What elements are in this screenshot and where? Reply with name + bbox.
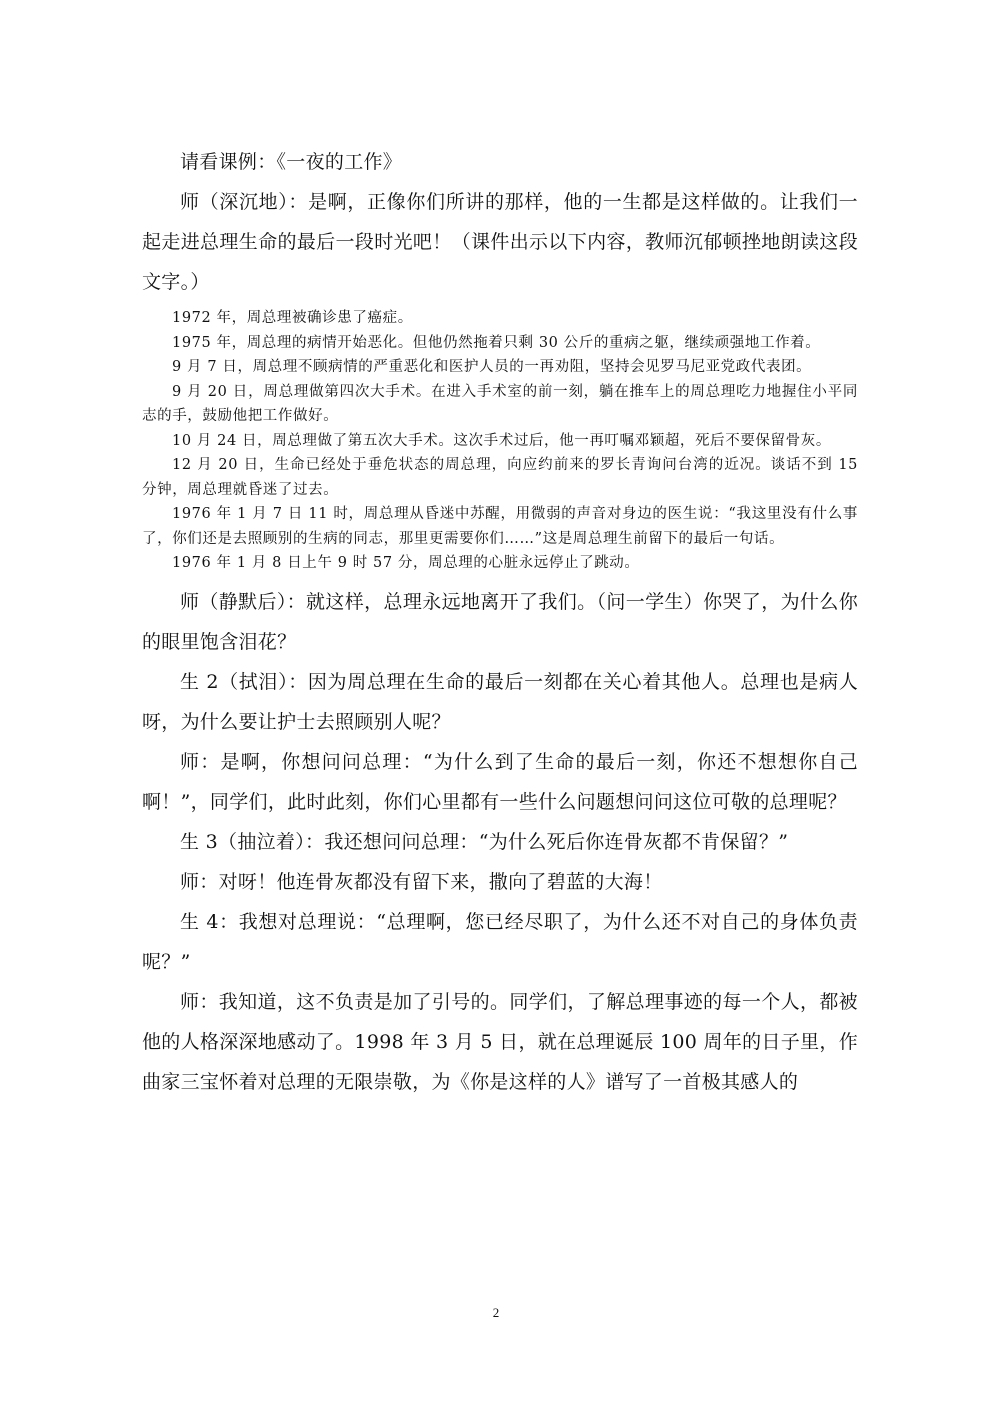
timeline-item: 1975 年，周总理的病情开始恶化。但他仍然拖着只剩 30 公斤的重病之躯，继续顽强地工作着。 — [172, 334, 821, 351]
timeline-item: 1972 年，周总理被确诊患了癌症。 — [172, 310, 413, 326]
paragraph-intro: 请看课例：《一夜的工作》 — [180, 151, 403, 173]
timeline-item: 10 月 24 日，周总理做了第五次大手术。这次手术过后，他一再叮嘱邓颖超，死后不要保留骨灰。 — [172, 432, 831, 449]
timeline-item: 9 月 7 日，周总理不顾病情的严重恶化和医护人员的一再劝阻，坚持会见罗马尼亚党政代表团。 — [172, 359, 812, 375]
timeline-item: 12 月 20 日，生命已经处于垂危状态的周总理，向应约前来的罗长青询问台湾的近况。谈话不到 15 分钟，周总理就昏迷了过去。 — [142, 457, 858, 498]
dialogue-paragraph: 生 3（抽泣着）：我还想问问总理：“为什么死后你连骨灰都不肯保留？” — [180, 830, 789, 853]
paragraph-teacher-intro: 师（深沉地）：是啊，正像你们所讲的那样，他的一生都是这样做的。让我们一起走进总理生命的最后一段时光吧！（课件出示以下内容，教师沉郁顿挫地朗读这段文字。） — [142, 191, 858, 293]
dialogue-paragraph: 生 2（拭泪）：因为周总理在生命的最后一刻都在关心着其他人。总理也是病人呀，为什么要让护士去照顾别人呢？ — [142, 670, 858, 733]
dialogue-paragraph: 生 4：我想对总理说：“总理啊，您已经尽职了，为什么还不对自己的身体负责呢？” — [142, 910, 858, 973]
timeline-item: 1976 年 1 月 7 日 11 时，周总理从昏迷中苏醒，用微弱的声音对身边的医生说：“我这里没有什么事了，你们还是去照顾别的生病的同志，那里更需要你们……”这是周总理生前留下的最后一句话。 — [142, 506, 858, 547]
timeline-item: 9 月 20 日，周总理做第四次大手术。在进入手术室的前一刻，躺在推车上的周总理吃力地握住小平同志的手，鼓励他把工作做好。 — [142, 383, 858, 424]
quoted-timeline — [142, 306, 858, 576]
document-body — [142, 142, 858, 1102]
dialogue-paragraph: 师：对呀！他连骨灰都没有留下来，撒向了碧蓝的大海！ — [180, 870, 663, 893]
dialogue-paragraph: 师（静默后）：就这样，总理永远地离开了我们。（问一学生）你哭了，为什么你的眼里饱含泪花？ — [142, 590, 858, 653]
dialogue-paragraph: 师：是啊，你想问问总理：“为什么到了生命的最后一刻，你还不想想你自己啊！”，同学们，此时此刻，你们心里都有一些什么问题想问问这位可敬的总理呢？ — [142, 750, 858, 813]
page-number: 2 — [492, 1305, 500, 1320]
dialogue-paragraph: 师：我知道，这不负责是加了引号的。同学们，了解总理事迹的每一个人，都被他的人格深深地感动了。1998 年 3 月 5 日，就在总理诞辰 100 周年的日子里，作曲家三宝怀着对总理的无限崇敬，为《你是这样的人》谱写了一首极其感人的 — [142, 990, 858, 1093]
timeline-item: 1976 年 1 月 8 日上午 9 时 57 分，周总理的心脏永远停止了跳动。 — [172, 555, 640, 571]
